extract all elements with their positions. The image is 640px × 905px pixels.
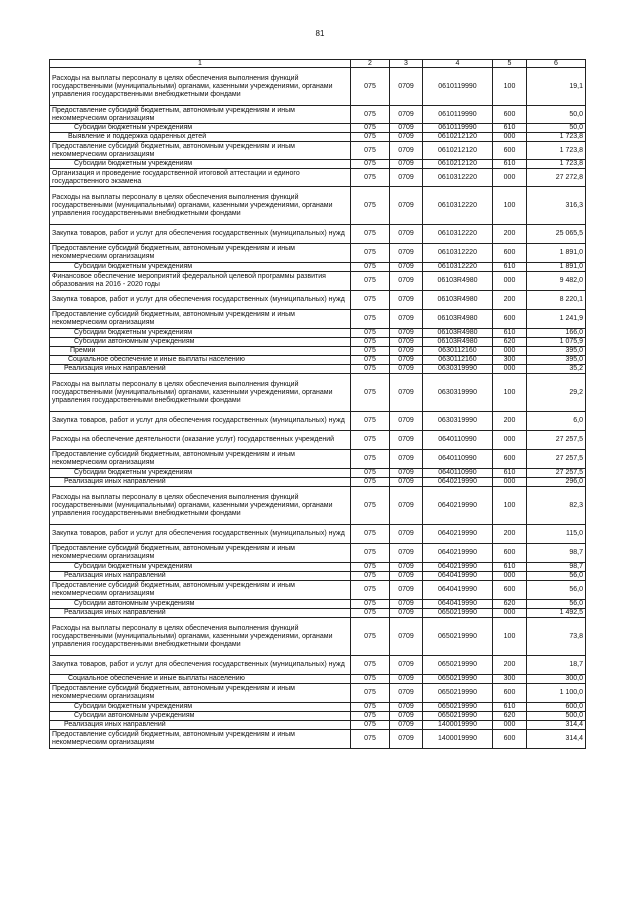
row-amount: 56,0 (527, 600, 586, 609)
row-expense-type: 600 (493, 310, 527, 329)
row-expense-type: 610 (493, 124, 527, 133)
row-section-code: 0709 (390, 712, 423, 721)
table-row (50, 525, 586, 544)
table-row (50, 478, 586, 487)
row-section-code: 0709 (390, 563, 423, 572)
row-amount: 1 241,9 (527, 310, 586, 329)
row-expense-type: 620 (493, 338, 527, 347)
table-row (50, 310, 586, 329)
row-ministry-code: 075 (351, 272, 390, 291)
row-section-code: 0709 (390, 187, 423, 225)
row-amount: 500,0 (527, 712, 586, 721)
row-name: Субсидии автономным учреждениям (50, 712, 351, 721)
row-ministry-code: 075 (351, 525, 390, 544)
row-target-code: 0610212120 (423, 142, 493, 160)
row-target-code: 0640419990 (423, 581, 493, 600)
row-amount: 9 482,0 (527, 272, 586, 291)
table-row (50, 160, 586, 169)
row-name: Расходы на выплаты персоналу в целях обеспечения выполнения функций государственными (муниципальными) органами, казенными учреждениями, органами управления государственными внебюджетными фондами (50, 68, 351, 106)
row-amount: 300,0 (527, 675, 586, 684)
row-expense-type: 600 (493, 106, 527, 124)
row-section-code: 0709 (390, 656, 423, 675)
row-expense-type: 610 (493, 329, 527, 338)
row-section-code: 0709 (390, 68, 423, 106)
row-ministry-code: 075 (351, 450, 390, 469)
row-name: Субсидии бюджетным учреждениям (50, 703, 351, 712)
row-section-code: 0709 (390, 431, 423, 450)
row-name: Реализация иных направлений (50, 365, 351, 374)
table-row (50, 412, 586, 431)
row-expense-type: 000 (493, 272, 527, 291)
row-amount: 316,3 (527, 187, 586, 225)
row-amount: 29,2 (527, 374, 586, 412)
table-row (50, 187, 586, 225)
row-amount: 115,0 (527, 525, 586, 544)
row-expense-type: 000 (493, 431, 527, 450)
row-amount: 1 723,8 (527, 133, 586, 142)
row-section-code: 0709 (390, 609, 423, 618)
row-ministry-code: 075 (351, 469, 390, 478)
row-target-code: 0640219990 (423, 487, 493, 525)
row-ministry-code: 075 (351, 68, 390, 106)
table-row (50, 106, 586, 124)
row-name: Субсидии бюджетным учреждениям (50, 160, 351, 169)
row-section-code: 0709 (390, 469, 423, 478)
row-amount: 1 891,0 (527, 244, 586, 263)
header-col-6: 6 (527, 60, 586, 68)
row-amount: 314,4 (527, 730, 586, 749)
table-row (50, 656, 586, 675)
row-target-code: 0640219990 (423, 563, 493, 572)
table-header-row (50, 60, 586, 68)
row-expense-type: 620 (493, 712, 527, 721)
row-name: Субсидии бюджетным учреждениям (50, 563, 351, 572)
row-expense-type: 610 (493, 469, 527, 478)
row-name: Субсидии автономным учреждениям (50, 600, 351, 609)
row-target-code: 0640110990 (423, 431, 493, 450)
row-section-code: 0709 (390, 487, 423, 525)
row-target-code: 0650219990 (423, 712, 493, 721)
row-ministry-code: 075 (351, 365, 390, 374)
table-row (50, 600, 586, 609)
row-section-code: 0709 (390, 675, 423, 684)
row-target-code: 0610312220 (423, 169, 493, 187)
table-row (50, 544, 586, 563)
row-section-code: 0709 (390, 142, 423, 160)
row-amount: 1 100,0 (527, 684, 586, 703)
row-name: Предоставление субсидий бюджетным, автономным учреждениям и иным некоммерческим организациям (50, 310, 351, 329)
table-row (50, 703, 586, 712)
row-section-code: 0709 (390, 124, 423, 133)
row-ministry-code: 075 (351, 356, 390, 365)
row-amount: 50,0 (527, 106, 586, 124)
header-col-1: 1 (50, 60, 351, 68)
table-row (50, 244, 586, 263)
row-target-code: 0630319990 (423, 412, 493, 431)
row-name: Премии (50, 347, 351, 356)
row-section-code: 0709 (390, 272, 423, 291)
row-name: Закупка товаров, работ и услуг для обеспечения государственных (муниципальных) нужд (50, 225, 351, 244)
row-name: Субсидии бюджетным учреждениям (50, 329, 351, 338)
row-section-code: 0709 (390, 347, 423, 356)
row-ministry-code: 075 (351, 487, 390, 525)
row-name: Предоставление субсидий бюджетным, автономным учреждениям и иным некоммерческим организациям (50, 106, 351, 124)
row-expense-type: 000 (493, 347, 527, 356)
row-ministry-code: 075 (351, 133, 390, 142)
row-ministry-code: 075 (351, 225, 390, 244)
row-amount: 98,7 (527, 544, 586, 563)
row-expense-type: 200 (493, 225, 527, 244)
row-ministry-code: 075 (351, 106, 390, 124)
row-ministry-code: 075 (351, 478, 390, 487)
row-name: Предоставление субсидий бюджетным, автономным учреждениям и иным некоммерческим организациям (50, 142, 351, 160)
row-ministry-code: 075 (351, 244, 390, 263)
row-section-code: 0709 (390, 106, 423, 124)
row-ministry-code: 075 (351, 581, 390, 600)
row-ministry-code: 075 (351, 684, 390, 703)
row-section-code: 0709 (390, 730, 423, 749)
row-expense-type: 600 (493, 684, 527, 703)
row-target-code: 0630112160 (423, 356, 493, 365)
row-ministry-code: 075 (351, 169, 390, 187)
row-target-code: 1400019990 (423, 721, 493, 730)
row-ministry-code: 075 (351, 431, 390, 450)
row-name: Расходы на выплаты персоналу в целях обеспечения выполнения функций государственными (муниципальными) органами, казенными учреждениями, органами управления государственными внебюджетными фондами (50, 374, 351, 412)
row-expense-type: 300 (493, 675, 527, 684)
row-ministry-code: 075 (351, 187, 390, 225)
row-name: Предоставление субсидий бюджетным, автономным учреждениям и иным некоммерческим организациям (50, 581, 351, 600)
table-row (50, 142, 586, 160)
row-amount: 56,0 (527, 581, 586, 600)
row-target-code: 0610119990 (423, 68, 493, 106)
row-ministry-code: 075 (351, 618, 390, 656)
row-section-code: 0709 (390, 721, 423, 730)
row-name: Закупка товаров, работ и услуг для обеспечения государственных (муниципальных) нужд (50, 525, 351, 544)
row-section-code: 0709 (390, 225, 423, 244)
table-row (50, 450, 586, 469)
table-row (50, 291, 586, 310)
row-ministry-code: 075 (351, 329, 390, 338)
table-row (50, 609, 586, 618)
row-name: Субсидии бюджетным учреждениям (50, 469, 351, 478)
row-target-code: 0650219990 (423, 703, 493, 712)
row-amount: 27 257,5 (527, 431, 586, 450)
row-ministry-code: 075 (351, 412, 390, 431)
row-amount: 6,0 (527, 412, 586, 431)
row-amount: 73,8 (527, 618, 586, 656)
row-amount: 395,0 (527, 347, 586, 356)
row-expense-type: 000 (493, 609, 527, 618)
row-ministry-code: 075 (351, 291, 390, 310)
row-ministry-code: 075 (351, 263, 390, 272)
header-col-3: 3 (390, 60, 423, 68)
row-section-code: 0709 (390, 329, 423, 338)
row-amount: 27 257,5 (527, 469, 586, 478)
page-number: 81 (315, 29, 325, 38)
row-name: Субсидии автономным учреждениям (50, 338, 351, 347)
row-section-code: 0709 (390, 356, 423, 365)
row-target-code: 0610312220 (423, 187, 493, 225)
row-target-code: 0640219990 (423, 478, 493, 487)
row-target-code: 0610119990 (423, 106, 493, 124)
row-ministry-code: 075 (351, 712, 390, 721)
row-name: Предоставление субсидий бюджетным, автономным учреждениям и иным некоммерческим организациям (50, 684, 351, 703)
table-row (50, 572, 586, 581)
row-expense-type: 620 (493, 600, 527, 609)
row-section-code: 0709 (390, 338, 423, 347)
row-amount: 27 257,5 (527, 450, 586, 469)
row-target-code: 0610312220 (423, 244, 493, 263)
row-section-code: 0709 (390, 244, 423, 263)
row-amount: 50,0 (527, 124, 586, 133)
row-amount: 27 272,8 (527, 169, 586, 187)
row-amount: 1 492,5 (527, 609, 586, 618)
row-target-code: 0640419990 (423, 572, 493, 581)
row-name: Расходы на обеспечение деятельности (оказание услуг) государственных учреждений (50, 431, 351, 450)
row-target-code: 0610312220 (423, 225, 493, 244)
row-ministry-code: 075 (351, 703, 390, 712)
row-expense-type: 200 (493, 656, 527, 675)
row-name: Социальное обеспечение и иные выплаты населению (50, 356, 351, 365)
row-name: Реализация иных направлений (50, 572, 351, 581)
row-target-code: 0630319990 (423, 374, 493, 412)
row-section-code: 0709 (390, 412, 423, 431)
row-expense-type: 000 (493, 572, 527, 581)
row-ministry-code: 075 (351, 572, 390, 581)
header-col-4: 4 (423, 60, 493, 68)
row-expense-type: 600 (493, 142, 527, 160)
budget-table (49, 59, 586, 749)
row-section-code: 0709 (390, 169, 423, 187)
row-amount: 395,0 (527, 356, 586, 365)
row-ministry-code: 075 (351, 600, 390, 609)
row-expense-type: 200 (493, 525, 527, 544)
row-name: Организация и проведение государственной итоговой аттестации и единого государственного экзамена (50, 169, 351, 187)
row-amount: 19,1 (527, 68, 586, 106)
row-section-code: 0709 (390, 600, 423, 609)
row-section-code: 0709 (390, 374, 423, 412)
row-amount: 35,2 (527, 365, 586, 374)
row-target-code: 0610212120 (423, 133, 493, 142)
row-amount: 25 065,5 (527, 225, 586, 244)
table-row (50, 675, 586, 684)
row-amount: 18,7 (527, 656, 586, 675)
table-row (50, 374, 586, 412)
table-row (50, 563, 586, 572)
row-expense-type: 610 (493, 263, 527, 272)
row-ministry-code: 075 (351, 160, 390, 169)
row-expense-type: 610 (493, 160, 527, 169)
table-row (50, 356, 586, 365)
row-section-code: 0709 (390, 544, 423, 563)
table-row (50, 338, 586, 347)
row-ministry-code: 075 (351, 310, 390, 329)
table-row (50, 347, 586, 356)
row-ministry-code: 075 (351, 675, 390, 684)
table-row (50, 225, 586, 244)
table-row (50, 721, 586, 730)
row-name: Расходы на выплаты персоналу в целях обеспечения выполнения функций государственными (муниципальными) органами, казенными учреждениями, органами управления государственными внебюджетными фондами (50, 187, 351, 225)
row-amount: 1 075,9 (527, 338, 586, 347)
row-target-code: 06103R4980 (423, 291, 493, 310)
row-expense-type: 100 (493, 187, 527, 225)
row-ministry-code: 075 (351, 142, 390, 160)
row-section-code: 0709 (390, 703, 423, 712)
row-name: Предоставление субсидий бюджетным, автономным учреждениям и иным некоммерческим организациям (50, 244, 351, 263)
row-name: Субсидии бюджетным учреждениям (50, 124, 351, 133)
row-target-code: 0640419990 (423, 600, 493, 609)
row-ministry-code: 075 (351, 609, 390, 618)
row-name: Финансовое обеспечение мероприятий федеральной целевой программы развития образования на 2016 - 2020 годы (50, 272, 351, 291)
row-name: Субсидии бюджетным учреждениям (50, 263, 351, 272)
row-section-code: 0709 (390, 581, 423, 600)
row-amount: 98,7 (527, 563, 586, 572)
row-name: Расходы на выплаты персоналу в целях обеспечения выполнения функций государственными (муниципальными) органами, казенными учреждениями, органами управления государственными внебюджетными фондами (50, 487, 351, 525)
row-target-code: 06103R4980 (423, 272, 493, 291)
row-name: Предоставление субсидий бюджетным, автономным учреждениям и иным некоммерческим организациям (50, 730, 351, 749)
row-section-code: 0709 (390, 263, 423, 272)
row-amount: 82,3 (527, 487, 586, 525)
row-ministry-code: 075 (351, 730, 390, 749)
row-expense-type: 610 (493, 703, 527, 712)
row-section-code: 0709 (390, 478, 423, 487)
row-expense-type: 000 (493, 133, 527, 142)
row-target-code: 0640110990 (423, 469, 493, 478)
row-target-code: 0640219990 (423, 544, 493, 563)
row-section-code: 0709 (390, 572, 423, 581)
row-expense-type: 610 (493, 563, 527, 572)
row-target-code: 0640110990 (423, 450, 493, 469)
row-target-code: 0650219990 (423, 609, 493, 618)
row-expense-type: 100 (493, 68, 527, 106)
row-ministry-code: 075 (351, 374, 390, 412)
row-amount: 56,0 (527, 572, 586, 581)
row-section-code: 0709 (390, 160, 423, 169)
row-name: Предоставление субсидий бюджетным, автономным учреждениям и иным некоммерческим организациям (50, 544, 351, 563)
row-name: Расходы на выплаты персоналу в целях обеспечения выполнения функций государственными (муниципальными) органами, казенными учреждениями, органами управления государственными внебюджетными фондами (50, 618, 351, 656)
row-name: Реализация иных направлений (50, 721, 351, 730)
row-target-code: 0650219990 (423, 684, 493, 703)
row-expense-type: 000 (493, 721, 527, 730)
table-row (50, 431, 586, 450)
row-section-code: 0709 (390, 133, 423, 142)
row-expense-type: 200 (493, 291, 527, 310)
row-expense-type: 100 (493, 487, 527, 525)
table-row (50, 487, 586, 525)
row-target-code: 0610312220 (423, 263, 493, 272)
table-row (50, 169, 586, 187)
table-row (50, 581, 586, 600)
table-row (50, 124, 586, 133)
row-name: Закупка товаров, работ и услуг для обеспечения государственных (муниципальных) нужд (50, 291, 351, 310)
row-ministry-code: 075 (351, 347, 390, 356)
row-section-code: 0709 (390, 618, 423, 656)
row-amount: 296,0 (527, 478, 586, 487)
row-expense-type: 100 (493, 618, 527, 656)
table-row (50, 730, 586, 749)
row-ministry-code: 075 (351, 656, 390, 675)
row-amount: 1 891,0 (527, 263, 586, 272)
row-name: Реализация иных направлений (50, 609, 351, 618)
row-ministry-code: 075 (351, 563, 390, 572)
row-target-code: 0610212120 (423, 160, 493, 169)
row-name: Социальное обеспечение и иные выплаты населению (50, 675, 351, 684)
row-amount: 314,4 (527, 721, 586, 730)
row-expense-type: 600 (493, 244, 527, 263)
table-row (50, 329, 586, 338)
row-expense-type: 000 (493, 478, 527, 487)
row-amount: 8 220,1 (527, 291, 586, 310)
table-row (50, 272, 586, 291)
row-target-code: 0650219990 (423, 618, 493, 656)
table-row (50, 618, 586, 656)
row-target-code: 1400019990 (423, 730, 493, 749)
row-name: Предоставление субсидий бюджетным, автономным учреждениям и иным некоммерческим организациям (50, 450, 351, 469)
row-expense-type: 100 (493, 374, 527, 412)
table-row (50, 263, 586, 272)
row-ministry-code: 075 (351, 544, 390, 563)
row-name: Закупка товаров, работ и услуг для обеспечения государственных (муниципальных) нужд (50, 412, 351, 431)
row-target-code: 0640219990 (423, 525, 493, 544)
row-ministry-code: 075 (351, 721, 390, 730)
table-row (50, 68, 586, 106)
row-name: Закупка товаров, работ и услуг для обеспечения государственных (муниципальных) нужд (50, 656, 351, 675)
row-amount: 1 723,8 (527, 142, 586, 160)
row-expense-type: 600 (493, 730, 527, 749)
row-ministry-code: 075 (351, 124, 390, 133)
row-target-code: 0610119990 (423, 124, 493, 133)
row-expense-type: 600 (493, 581, 527, 600)
row-target-code: 0630112160 (423, 347, 493, 356)
table-row (50, 712, 586, 721)
row-expense-type: 000 (493, 365, 527, 374)
row-amount: 166,0 (527, 329, 586, 338)
row-target-code: 06103R4980 (423, 310, 493, 329)
header-col-5: 5 (493, 60, 527, 68)
row-section-code: 0709 (390, 684, 423, 703)
row-section-code: 0709 (390, 450, 423, 469)
row-expense-type: 600 (493, 544, 527, 563)
table-row (50, 365, 586, 374)
row-section-code: 0709 (390, 310, 423, 329)
table-row (50, 469, 586, 478)
row-name: Выявление и поддержка одаренных детей (50, 133, 351, 142)
row-expense-type: 300 (493, 356, 527, 365)
table-row (50, 133, 586, 142)
row-ministry-code: 075 (351, 338, 390, 347)
row-amount: 600,0 (527, 703, 586, 712)
row-target-code: 06103R4980 (423, 329, 493, 338)
header-col-2: 2 (351, 60, 390, 68)
row-target-code: 0650219990 (423, 675, 493, 684)
row-name: Реализация иных направлений (50, 478, 351, 487)
row-expense-type: 200 (493, 412, 527, 431)
row-target-code: 0650219990 (423, 656, 493, 675)
row-section-code: 0709 (390, 365, 423, 374)
row-target-code: 06103R4980 (423, 338, 493, 347)
row-expense-type: 600 (493, 450, 527, 469)
row-expense-type: 000 (493, 169, 527, 187)
row-section-code: 0709 (390, 525, 423, 544)
row-target-code: 0630319990 (423, 365, 493, 374)
table-row (50, 684, 586, 703)
row-section-code: 0709 (390, 291, 423, 310)
row-amount: 1 723,8 (527, 160, 586, 169)
